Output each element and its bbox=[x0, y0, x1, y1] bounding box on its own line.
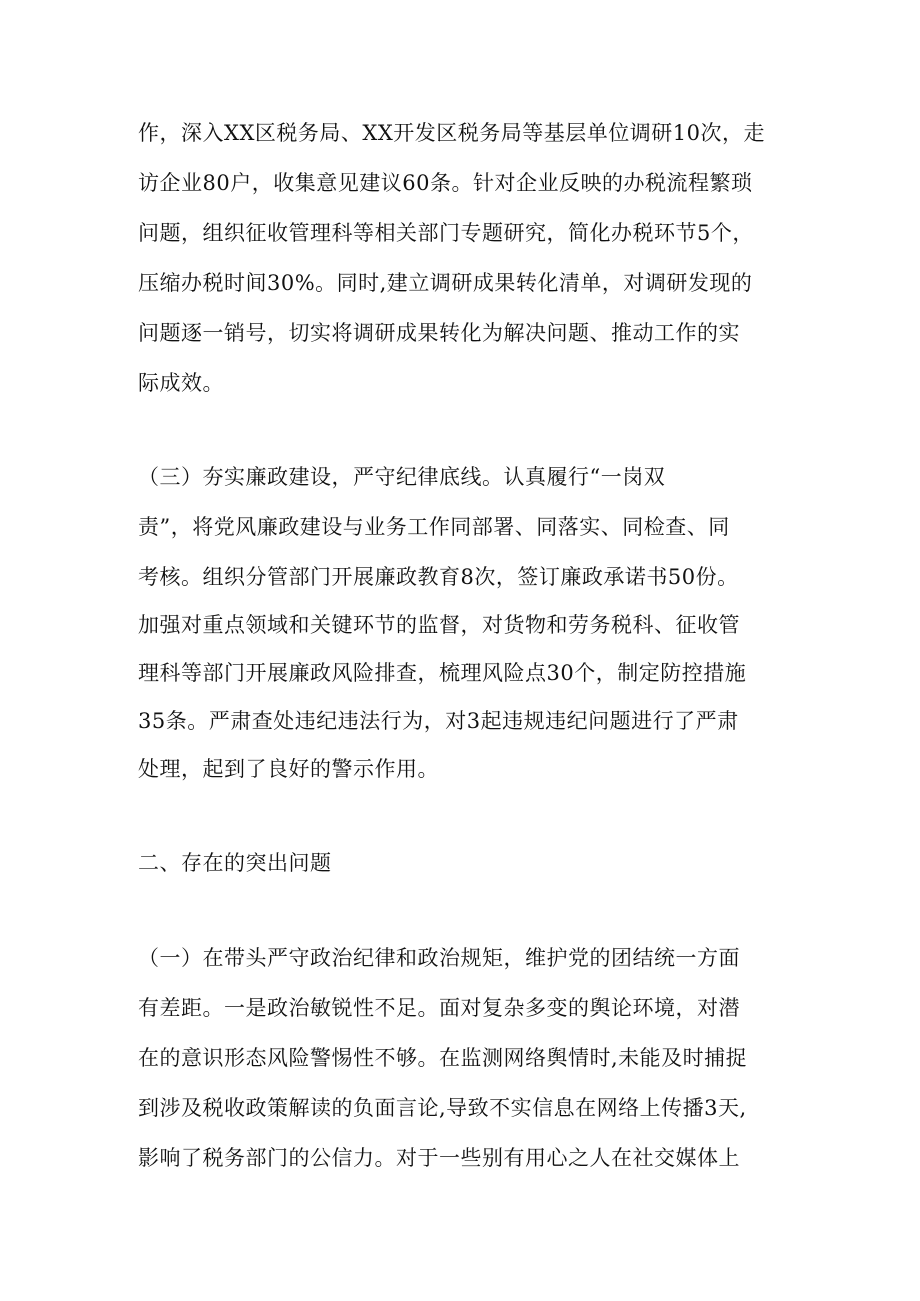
section-heading-3: （三）夯实廉政建设，严守纪律底线。认真履行“一岗双 bbox=[138, 465, 666, 489]
text-line: 理科等部门开展廉政风险排查，梳理风险点30个，制定防控措施 bbox=[138, 661, 747, 685]
subsection-heading-1: （一）在带头严守政治纪律和政治规矩，维护党的团结统一方面 bbox=[138, 946, 740, 970]
text-line: 压缩办税时间30%。同时,建立调研成果转化清单，对调研发现的 bbox=[138, 271, 753, 295]
text-line: 在的意识形态风险警惕性不够。在监测网络舆情时,未能及时捕捉 bbox=[138, 1046, 748, 1070]
text-line: 到涉及税收政策解读的负面言论,导致不实信息在网络上传播3天, bbox=[138, 1096, 747, 1120]
text-line: 处理，起到了良好的警示作用。 bbox=[138, 757, 439, 781]
text-line: 问题，组织征收管理科等相关部门专题研究，简化办税环节5个， bbox=[138, 221, 754, 245]
section-title: 二、存在的突出问题 bbox=[138, 851, 332, 875]
text-line: 际成效。 bbox=[138, 371, 224, 395]
text-line: 作，深入XX区税务局、XX开发区税务局等基层单位调研10次，走 bbox=[138, 121, 766, 145]
text-line: 35条。严肃查处违纪违法行为，对3起违规违纪问题进行了严肃 bbox=[138, 709, 739, 733]
text-line: 访企业80户，收集意见建议60条。针对企业反映的办税流程繁琐 bbox=[138, 171, 753, 195]
text-line: 有差距。一是政治敏锐性不足。面对复杂多变的舆论环境，对潜 bbox=[138, 996, 740, 1020]
text-line: 加强对重点领域和关键环节的监督，对货物和劳务税科、征收管 bbox=[138, 613, 740, 637]
text-line: 责”，将党风廉政建设与业务工作同部署、同落实、同检查、同 bbox=[138, 515, 730, 539]
text-line: 影响了税务部门的公信力。对于一些别有用心之人在社交媒体上 bbox=[138, 1146, 740, 1170]
text-line: 问题逐一销号，切实将调研成果转化为解决问题、推动工作的实 bbox=[138, 321, 740, 345]
text-line: 考核。组织分管部门开展廉政教育8次，签订廉政承诺书50份。 bbox=[138, 565, 739, 589]
